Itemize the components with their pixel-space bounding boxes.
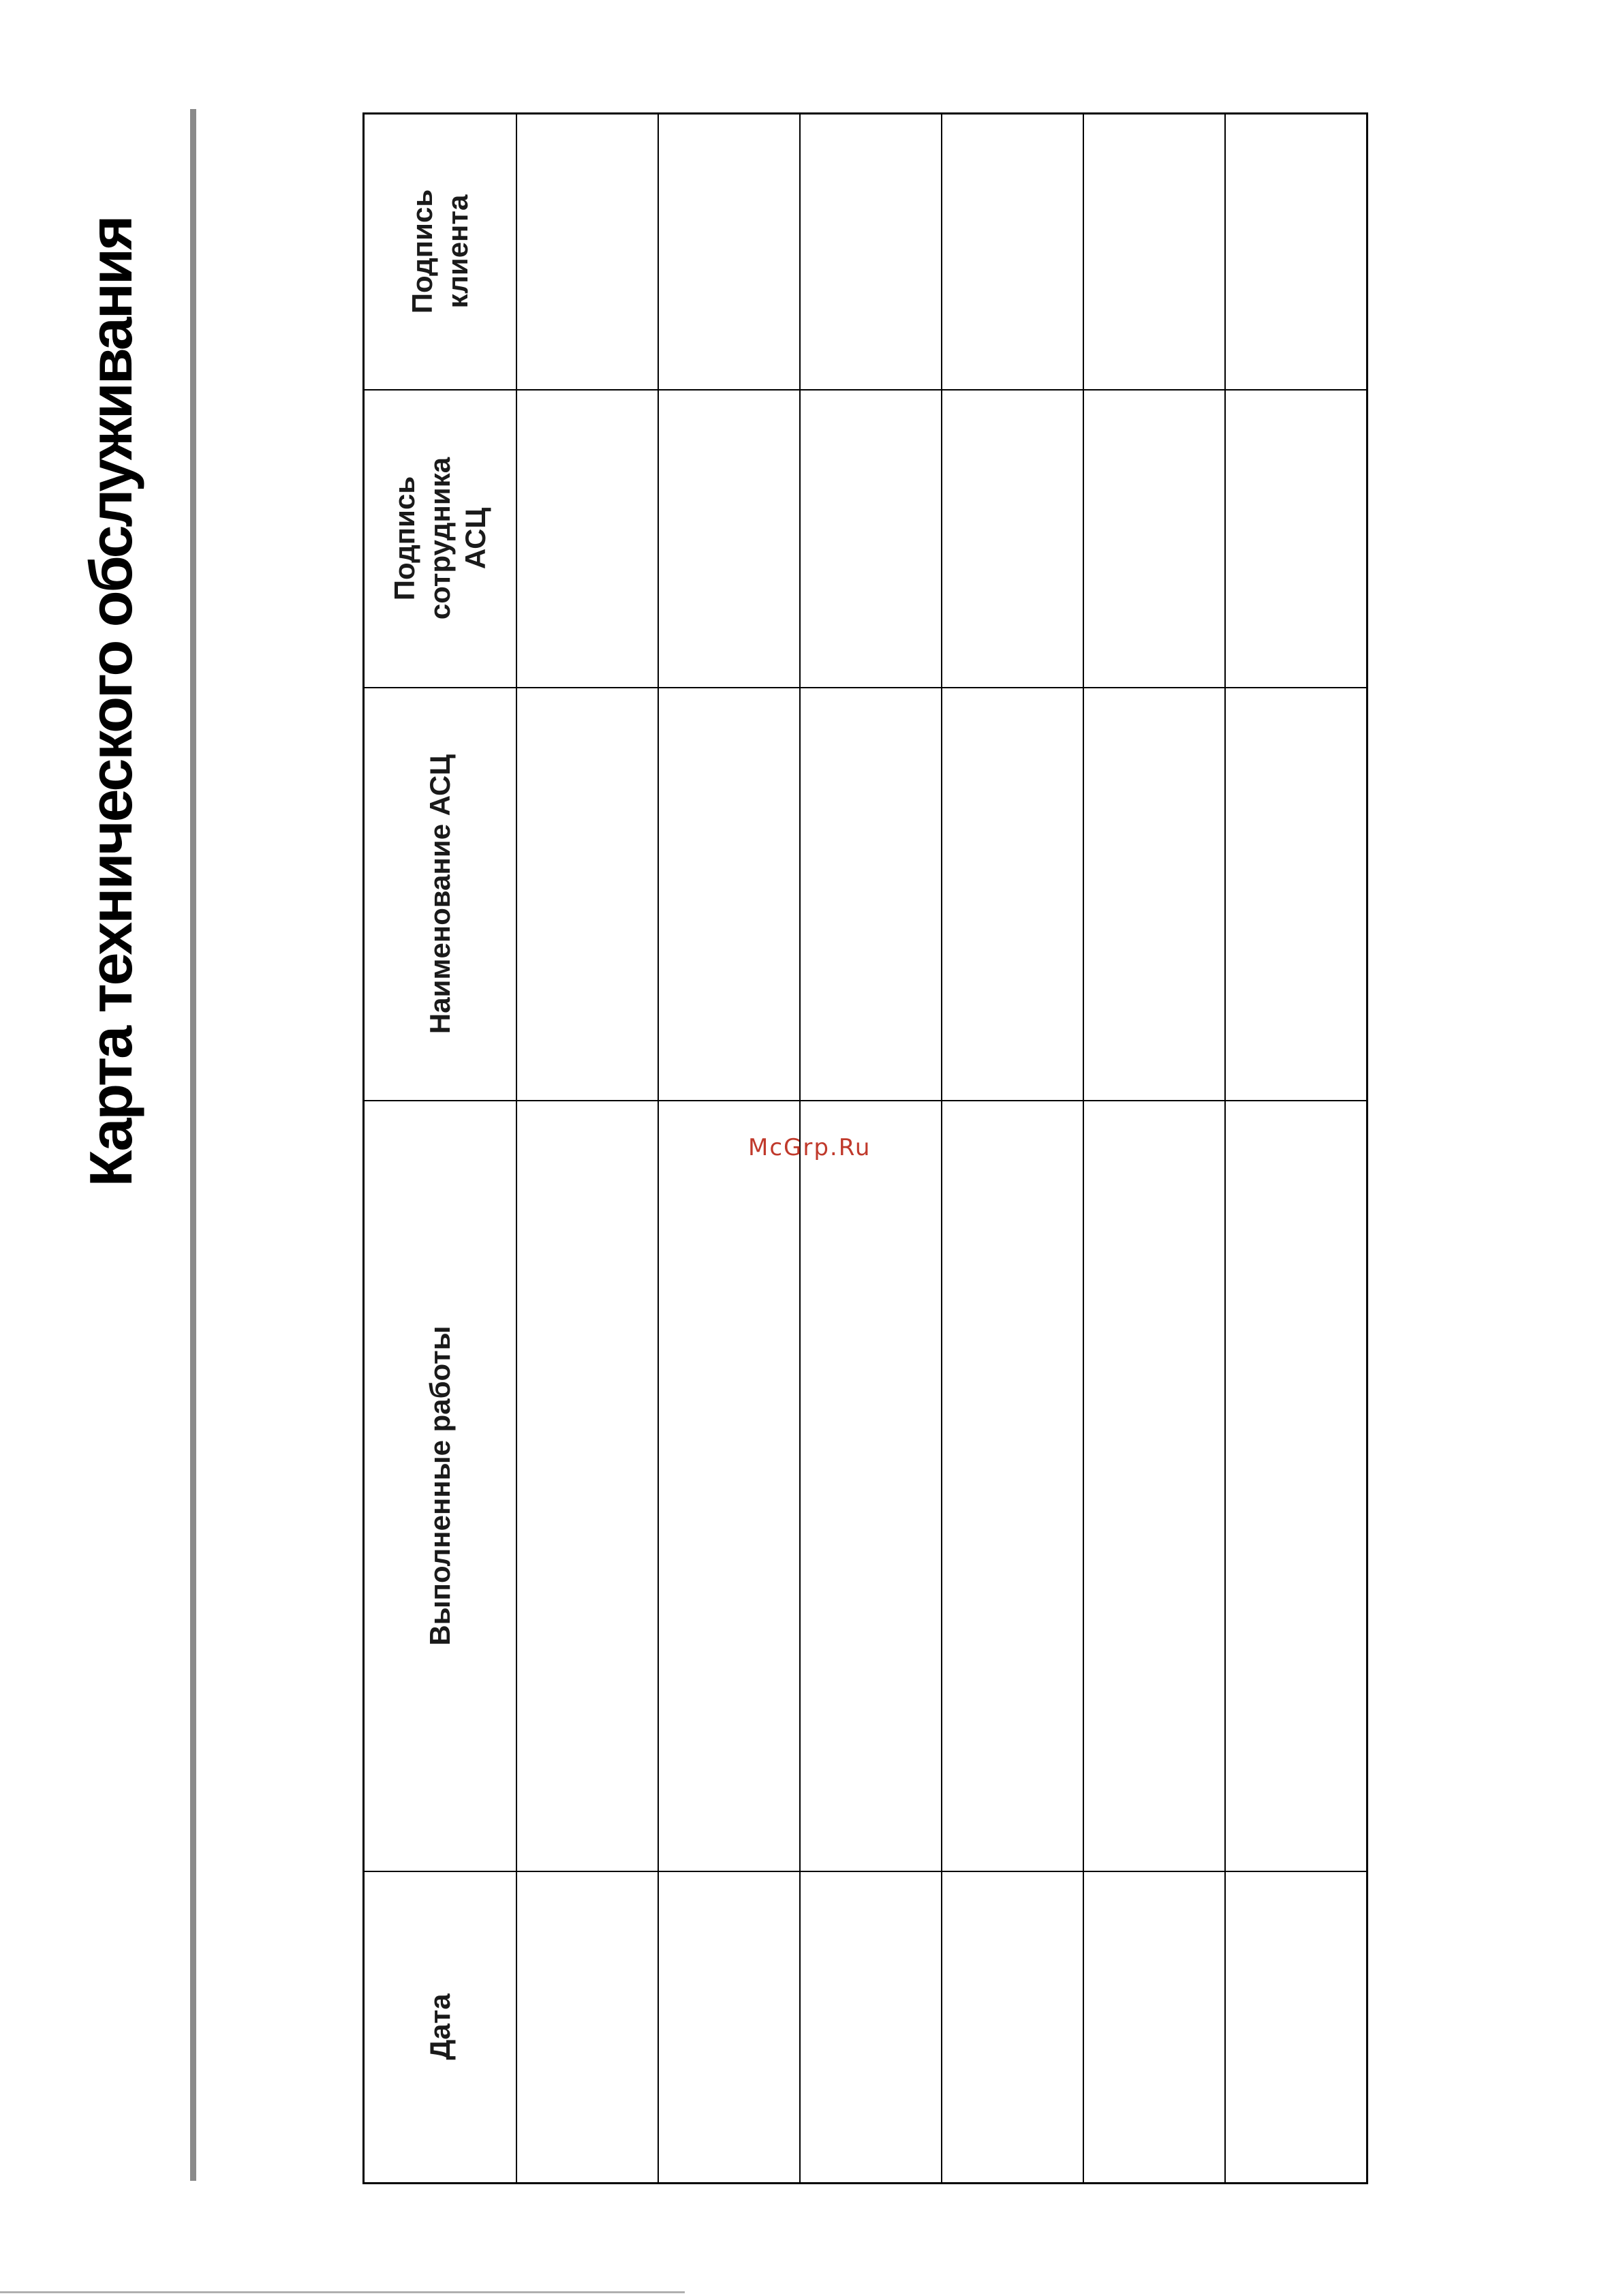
table-cell[interactable] xyxy=(1083,688,1225,1101)
table-cell[interactable] xyxy=(800,114,942,390)
table-row-staff-signature xyxy=(364,390,1367,688)
table-cell[interactable] xyxy=(942,114,1083,390)
table-cell[interactable] xyxy=(800,688,942,1101)
table-cell[interactable] xyxy=(658,688,800,1101)
table-cell[interactable] xyxy=(658,114,800,390)
table-cell[interactable] xyxy=(942,688,1083,1101)
footer-rule xyxy=(0,2291,685,2293)
table-cell[interactable] xyxy=(1225,688,1367,1101)
table-cell[interactable] xyxy=(800,390,942,688)
table-cell[interactable] xyxy=(942,1871,1083,2184)
table-cell[interactable] xyxy=(1083,1101,1225,1871)
table-cell[interactable] xyxy=(658,390,800,688)
header-cell-client-signature xyxy=(364,114,516,390)
table-cell[interactable] xyxy=(1083,1871,1225,2184)
header-cell-service-center-name xyxy=(364,688,516,1101)
table-cell[interactable] xyxy=(516,390,658,688)
column-label-service-center-name: Наименование АСЦ xyxy=(423,754,456,1034)
table-cell[interactable] xyxy=(516,1871,658,2184)
column-label-work-performed: Выполненные работы xyxy=(423,1326,456,1646)
title-rule xyxy=(190,109,196,2181)
table-cell[interactable] xyxy=(1225,114,1367,390)
column-label-date: Дата xyxy=(423,1993,456,2060)
column-label-client-signature: Подпись клиента xyxy=(405,189,474,314)
table-cell[interactable] xyxy=(516,114,658,390)
table-cell[interactable] xyxy=(1083,390,1225,688)
header-cell-staff-signature xyxy=(364,390,516,688)
table-row-client-signature xyxy=(364,114,1367,390)
table-cell[interactable] xyxy=(516,1101,658,1871)
table-row-date xyxy=(364,1871,1367,2184)
table-row-work-performed xyxy=(364,1101,1367,1871)
page-title: Карта технического обслуживания xyxy=(77,217,144,1187)
column-label-staff-signature: Подпись сотрудника АСЦ xyxy=(388,457,491,620)
header-cell-date xyxy=(364,1871,516,2184)
table-cell[interactable] xyxy=(1083,114,1225,390)
watermark-text: McGrp.Ru xyxy=(748,1134,871,1161)
table-cell[interactable] xyxy=(516,688,658,1101)
table-cell[interactable] xyxy=(1225,1871,1367,2184)
table-row-service-center-name xyxy=(364,688,1367,1101)
table-cell[interactable] xyxy=(800,1871,942,2184)
table-cell[interactable] xyxy=(658,1871,800,2184)
header-cell-work-performed xyxy=(364,1101,516,1871)
table-cell[interactable] xyxy=(800,1101,942,1871)
table-cell[interactable] xyxy=(1225,390,1367,688)
table-cell[interactable] xyxy=(658,1101,800,1871)
table-cell[interactable] xyxy=(1225,1101,1367,1871)
table-cell[interactable] xyxy=(942,1101,1083,1871)
table-cell[interactable] xyxy=(942,390,1083,688)
